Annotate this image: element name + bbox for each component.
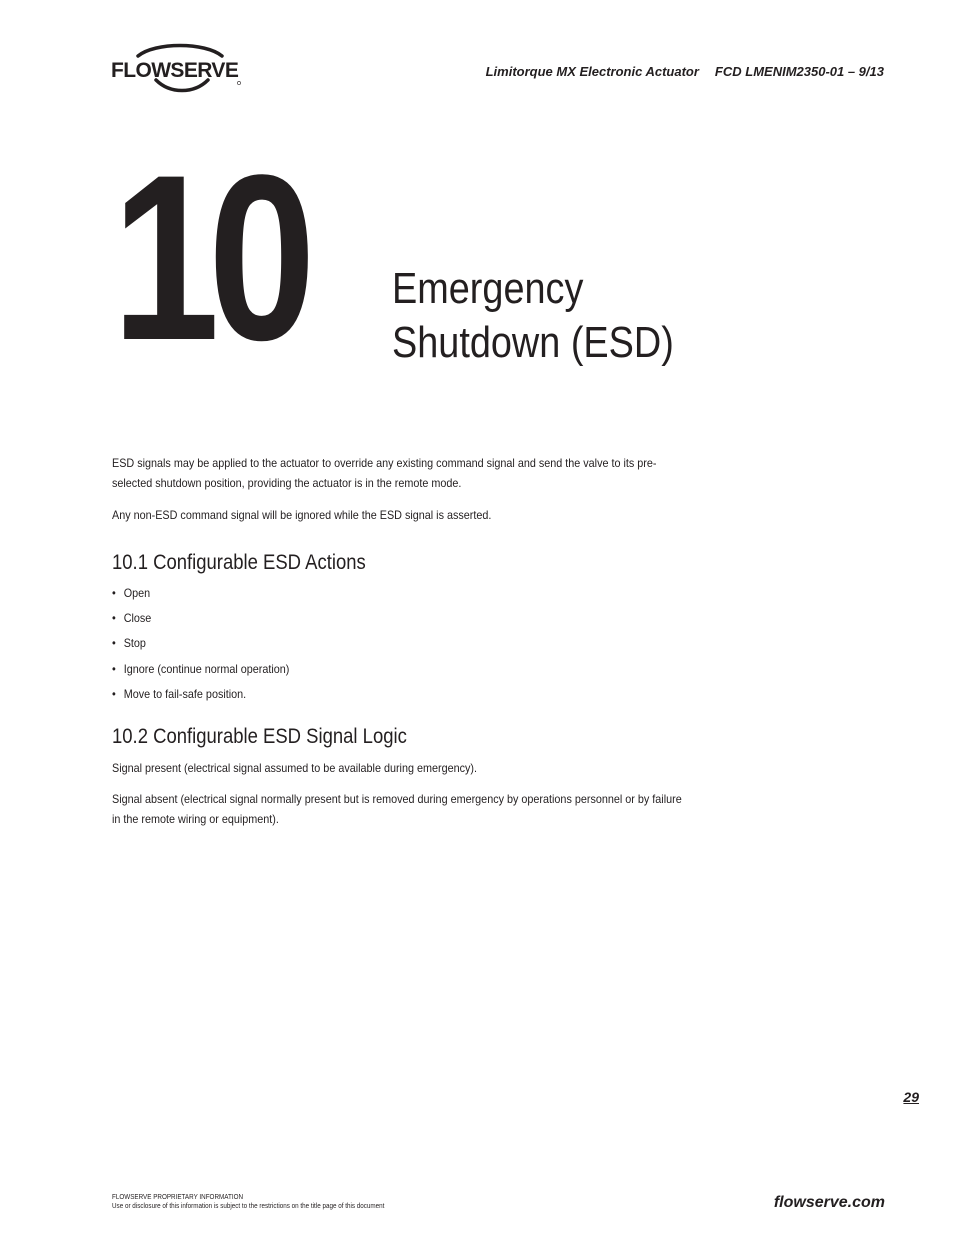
doc-title: Limitorque MX Electronic Actuator (485, 64, 699, 79)
page-number: 29 (903, 1089, 919, 1105)
chapter-title (392, 262, 674, 370)
signal-present-paragraph: Signal present (electrical signal assumed to be available during emergency). (112, 761, 478, 775)
intro-p1-line1: ESD signals may be applied to the actuator to override any existing command signal and send the valve to its pre- (112, 456, 657, 470)
list-item: • Stop (112, 636, 146, 651)
flowserve-logo-mark (110, 42, 250, 94)
section-heading-esd-signal-logic: 10.2 Configurable ESD Signal Logic (112, 725, 407, 748)
bullet-icon: • (112, 586, 116, 600)
bullet-icon: • (112, 611, 116, 626)
list-item: • Ignore (continue normal operation) (112, 661, 290, 676)
intro-p1-line2: selected shutdown position, providing the actuator is in the remote mode. (112, 476, 462, 490)
intro-paragraph-1 (112, 453, 657, 493)
list-item: • Open (112, 586, 151, 600)
chapter-title-line1: Emergency (392, 264, 584, 313)
list-item: • Move to fail-safe position. (112, 686, 247, 701)
doc-code: FCD LMENIM2350-01 – 9/13 (714, 64, 884, 79)
section-heading-esd-actions: 10.1 Configurable ESD Actions (112, 551, 366, 574)
proprietary-line2: Use or disclosure of this information is subject to the restrictions on the title page of this document (112, 1203, 385, 1210)
flowserve-logo (110, 42, 250, 94)
chapter-number: 10 (112, 126, 305, 390)
website-link[interactable]: flowserve.com (773, 1194, 885, 1211)
logo-wordmark: FLOWSERVE (111, 59, 239, 82)
signal-absent-paragraph (112, 789, 682, 829)
bullet-icon: • (112, 686, 116, 701)
signal-absent-line1: Signal absent (electrical signal normally present but is removed during emergency by operations personnel or by failure (112, 792, 682, 806)
document-header (486, 64, 884, 79)
esd-actions-list (112, 584, 289, 710)
signal-absent-line2: in the remote wiring or equipment). (112, 812, 279, 826)
proprietary-notice (112, 1193, 384, 1211)
bullet-icon: • (112, 661, 116, 676)
bullet-icon: • (112, 636, 116, 651)
proprietary-line1: FLOWSERVE PROPRIETARY INFORMATION (112, 1194, 244, 1201)
intro-paragraph-2: Any non-ESD command signal will be ignored while the ESD signal is asserted. (112, 508, 492, 522)
chapter-title-line2: Shutdown (ESD) (392, 318, 674, 367)
list-item: • Close (112, 611, 152, 626)
